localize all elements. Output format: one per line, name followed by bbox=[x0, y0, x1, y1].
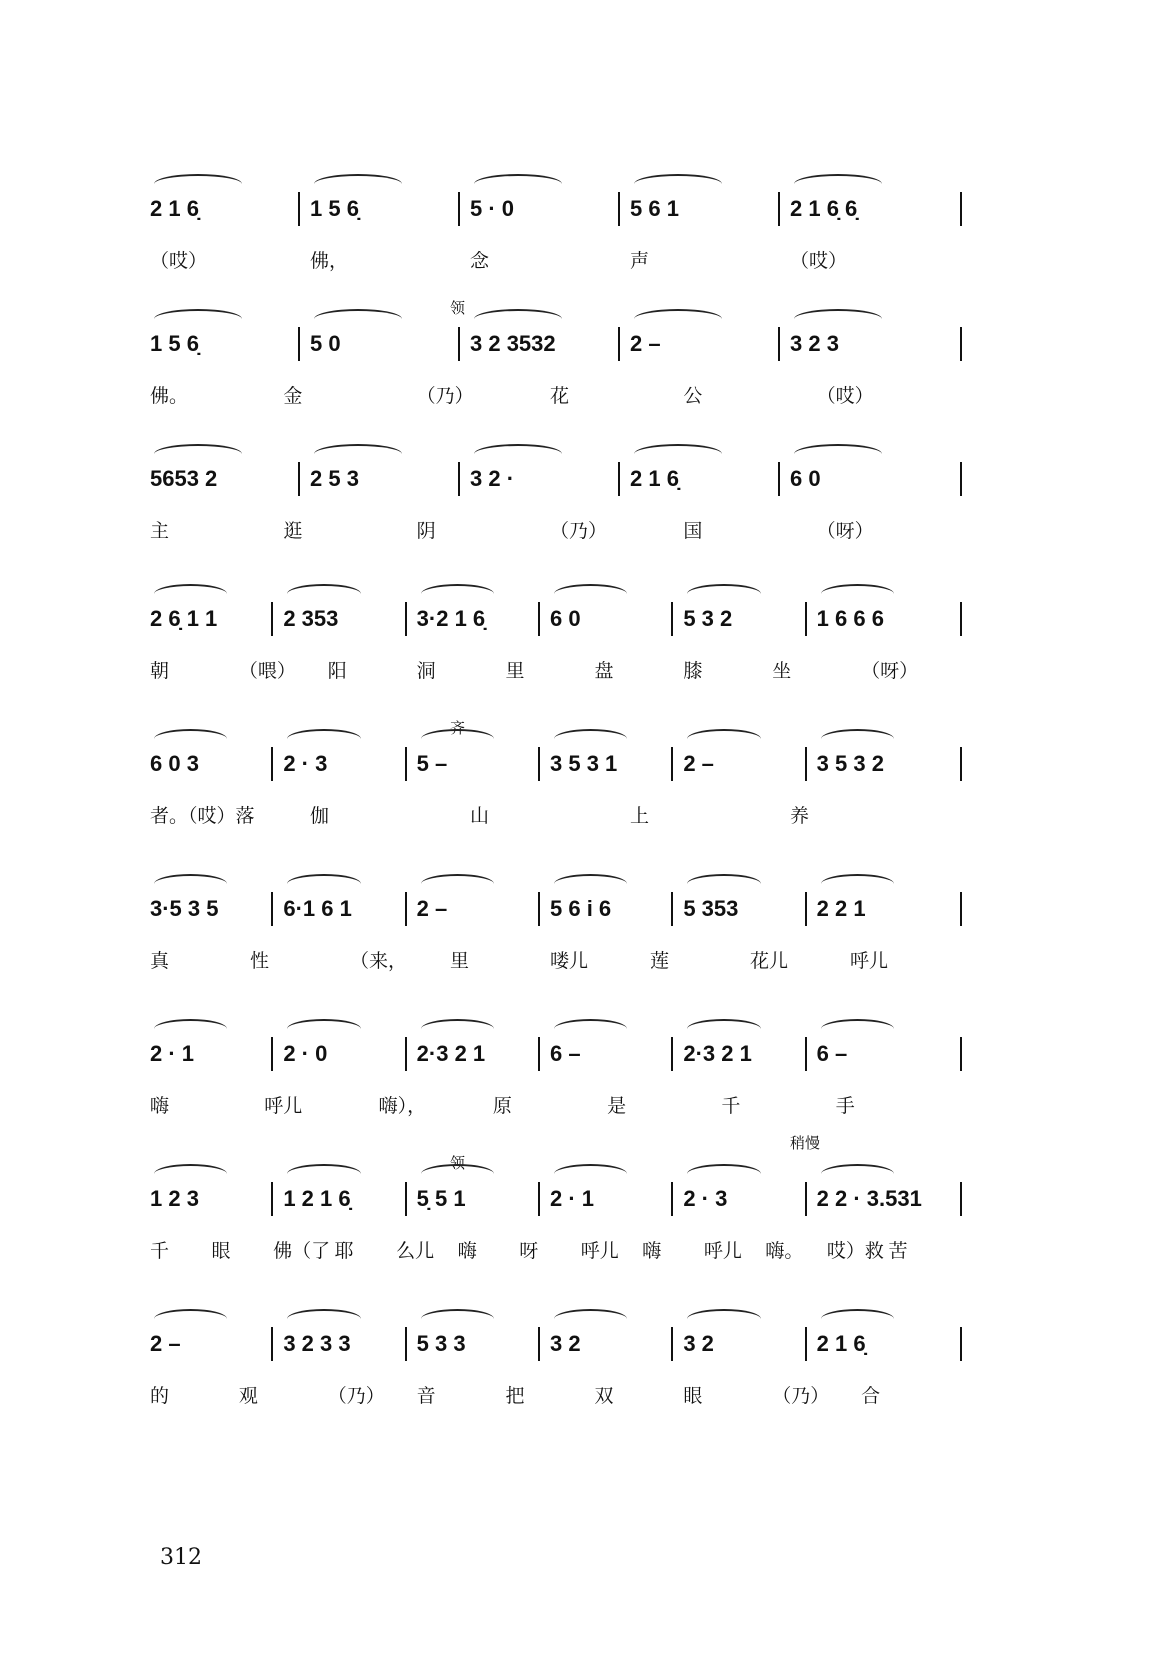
note-group: 2 · 3 bbox=[283, 751, 328, 776]
barline bbox=[805, 602, 807, 636]
note-group: 2 – bbox=[150, 1331, 181, 1356]
barline bbox=[618, 462, 620, 496]
barline bbox=[618, 327, 620, 361]
notes-line bbox=[150, 466, 1020, 506]
slur bbox=[287, 1309, 360, 1329]
lyric-syllable: 坐 bbox=[772, 660, 792, 682]
slur bbox=[421, 729, 494, 749]
barline bbox=[671, 747, 673, 781]
notes-line bbox=[150, 1331, 1020, 1371]
note-group: 6·1 6 1 bbox=[283, 896, 352, 921]
slur bbox=[687, 584, 760, 604]
lyric-syllable: 莲 bbox=[650, 950, 670, 972]
lyric-syllable: 苦 bbox=[888, 1240, 908, 1262]
slur bbox=[314, 444, 402, 464]
slur bbox=[554, 874, 627, 894]
slur bbox=[474, 309, 562, 329]
barline bbox=[405, 1327, 407, 1361]
note-group: 3·2 1 6̣ bbox=[416, 606, 486, 631]
lyric-syllable: 么儿 bbox=[396, 1240, 435, 1262]
lyric-syllable: 里 bbox=[450, 950, 470, 972]
lyric-syllable: 呼儿 bbox=[703, 1240, 742, 1262]
barline bbox=[271, 1327, 273, 1361]
slur bbox=[554, 1164, 627, 1184]
barline bbox=[960, 1182, 962, 1216]
barline bbox=[671, 1327, 673, 1361]
barline bbox=[618, 192, 620, 226]
lyric-syllable: 喽儿 bbox=[550, 950, 589, 972]
barline bbox=[298, 462, 300, 496]
lyric-syllable: 山 bbox=[470, 805, 490, 827]
slur bbox=[687, 1309, 760, 1329]
slur bbox=[634, 309, 722, 329]
barline bbox=[960, 462, 962, 496]
slur bbox=[287, 874, 360, 894]
notation-system bbox=[150, 299, 1020, 415]
lyrics-line bbox=[150, 1091, 1020, 1121]
slur bbox=[287, 1019, 360, 1039]
note-group: 5 3 2 bbox=[683, 606, 733, 631]
lyric-syllable: 呼儿 bbox=[580, 1240, 619, 1262]
slur bbox=[634, 174, 722, 194]
note-group: 3 2 bbox=[683, 1331, 714, 1356]
note-group: 3 2 3 3 bbox=[283, 1331, 351, 1356]
notation-system bbox=[150, 440, 1020, 550]
lyric-syllable: 嗨 bbox=[457, 1240, 477, 1262]
slur bbox=[794, 174, 882, 194]
barline bbox=[405, 602, 407, 636]
barline bbox=[538, 892, 540, 926]
note-group: 2·3 2 1 bbox=[683, 1041, 752, 1066]
lyric-syllable: （哎） bbox=[790, 250, 848, 272]
note-group: 2 1 6̣ bbox=[150, 196, 199, 221]
barline bbox=[271, 602, 273, 636]
lyric-syllable: 佛。 bbox=[150, 385, 189, 407]
slur bbox=[821, 729, 894, 749]
notes-line bbox=[150, 196, 1020, 236]
performance-mark: 稍慢 bbox=[790, 1134, 821, 1152]
lyric-syllable: 眼 bbox=[211, 1240, 231, 1262]
slur bbox=[154, 444, 242, 464]
slur bbox=[687, 874, 760, 894]
slur bbox=[821, 1019, 894, 1039]
barline bbox=[538, 602, 540, 636]
lyric-syllable: 里 bbox=[505, 660, 525, 682]
note-group: 5 6 i 6 bbox=[550, 896, 612, 921]
barline bbox=[405, 1182, 407, 1216]
barline bbox=[538, 1182, 540, 1216]
barline bbox=[458, 462, 460, 496]
note-group: 2 1 6̣ 6̣ bbox=[790, 196, 858, 221]
lyric-syllable: （乃） bbox=[416, 385, 474, 407]
slur bbox=[687, 1164, 760, 1184]
note-group: 3·5 3 5 bbox=[150, 896, 219, 921]
note-group: 2 · 0 bbox=[283, 1041, 328, 1066]
lyrics-line bbox=[150, 516, 1020, 546]
lyric-syllable: 花 bbox=[550, 385, 570, 407]
barline bbox=[778, 192, 780, 226]
lyrics-line bbox=[150, 656, 1020, 686]
lyric-syllable: 嗨。 bbox=[765, 1240, 804, 1262]
lyric-syllable: 原 bbox=[492, 1095, 512, 1117]
note-group: 5 0 bbox=[310, 331, 341, 356]
barline bbox=[960, 1327, 962, 1361]
lyric-syllable: 上 bbox=[630, 805, 650, 827]
note-group: 3 2 bbox=[550, 1331, 581, 1356]
lyric-syllable: 哎）救 bbox=[826, 1240, 884, 1262]
note-group: 5 · 0 bbox=[470, 196, 515, 221]
lyric-syllable: （哎） bbox=[816, 385, 874, 407]
barline bbox=[960, 892, 962, 926]
note-group: 2 – bbox=[683, 751, 714, 776]
lyric-syllable: （呀） bbox=[861, 660, 919, 682]
slur bbox=[821, 1309, 894, 1329]
lyric-syllable: 阴 bbox=[416, 520, 436, 542]
slur bbox=[794, 444, 882, 464]
barline bbox=[538, 1327, 540, 1361]
lyrics-line bbox=[150, 946, 1020, 976]
slur bbox=[687, 729, 760, 749]
slur bbox=[154, 729, 227, 749]
slur bbox=[314, 309, 402, 329]
lyric-syllable: 合 bbox=[861, 1385, 881, 1407]
barline bbox=[271, 1037, 273, 1071]
slur bbox=[154, 174, 242, 194]
performance-mark: 领 bbox=[450, 1154, 466, 1172]
barline bbox=[960, 327, 962, 361]
notation-system bbox=[150, 1015, 1020, 1125]
lyric-syllable: 把 bbox=[505, 1385, 525, 1407]
note-group: 6 0 3 bbox=[150, 751, 199, 776]
lyric-syllable: 性 bbox=[250, 950, 270, 972]
performance-mark: 领 bbox=[450, 299, 466, 317]
note-group: 1 5 6̣ bbox=[310, 196, 359, 221]
lyric-syllable: 嗨 bbox=[150, 1095, 170, 1117]
barline bbox=[671, 602, 673, 636]
note-group: 5 353 bbox=[683, 896, 739, 921]
barline bbox=[271, 892, 273, 926]
lyric-syllable: （乃） bbox=[550, 520, 608, 542]
note-group: 1 5 6̣ bbox=[150, 331, 199, 356]
note-group: 6 – bbox=[550, 1041, 581, 1066]
slur bbox=[821, 874, 894, 894]
slur bbox=[314, 174, 402, 194]
note-group: 1 2 1 6̣ bbox=[283, 1186, 351, 1211]
lyric-syllable: 是 bbox=[607, 1095, 627, 1117]
barline bbox=[778, 462, 780, 496]
barline bbox=[805, 1037, 807, 1071]
slur bbox=[287, 729, 360, 749]
note-group: 3 5 3 1 bbox=[550, 751, 618, 776]
lyric-syllable: 的 bbox=[150, 1385, 170, 1407]
lyric-syllable: 观 bbox=[238, 1385, 258, 1407]
note-group: 1 6 6 6 bbox=[816, 606, 884, 631]
barline bbox=[671, 1182, 673, 1216]
barline bbox=[671, 892, 673, 926]
lyric-syllable: 念 bbox=[470, 250, 490, 272]
slur bbox=[474, 444, 562, 464]
lyrics-line bbox=[150, 381, 1020, 411]
note-group: 3 2 · bbox=[470, 466, 515, 491]
lyric-syllable: （呀） bbox=[816, 520, 874, 542]
slur bbox=[554, 584, 627, 604]
note-group: 6 – bbox=[816, 1041, 848, 1066]
lyric-syllable: 佛， bbox=[310, 250, 349, 272]
barline bbox=[458, 192, 460, 226]
note-group: 2 2 1 bbox=[816, 896, 866, 921]
barline bbox=[960, 1037, 962, 1071]
barline bbox=[671, 1037, 673, 1071]
lyric-syllable: 盘 bbox=[594, 660, 614, 682]
page-number: 312 bbox=[160, 1545, 202, 1570]
slur bbox=[421, 1309, 494, 1329]
notation-system bbox=[150, 870, 1020, 980]
slur bbox=[154, 1309, 227, 1329]
slur bbox=[287, 584, 360, 604]
barline bbox=[405, 1037, 407, 1071]
lyric-syllable: 千 bbox=[721, 1095, 741, 1117]
lyric-syllable: 伽 bbox=[310, 805, 330, 827]
lyric-syllable: 双 bbox=[594, 1385, 614, 1407]
note-group: 2 2 · 3.531 bbox=[816, 1186, 922, 1211]
note-group: 2 – bbox=[630, 331, 661, 356]
barline bbox=[805, 1327, 807, 1361]
lyric-syllable: （乃） bbox=[772, 1385, 830, 1407]
barline bbox=[405, 747, 407, 781]
note-group: 3 2 3 bbox=[790, 331, 839, 356]
barline bbox=[805, 1182, 807, 1216]
lyric-syllable: 金 bbox=[283, 385, 303, 407]
lyric-syllable: 真 bbox=[150, 950, 170, 972]
barline bbox=[538, 747, 540, 781]
note-group: 2 353 bbox=[283, 606, 339, 631]
note-group: 2 5 3 bbox=[310, 466, 359, 491]
note-group: 2·3 2 1 bbox=[416, 1041, 486, 1066]
slur bbox=[287, 1164, 360, 1184]
notation-system bbox=[150, 1305, 1020, 1415]
slur bbox=[154, 309, 242, 329]
lyric-syllable: 呀 bbox=[519, 1240, 539, 1262]
slur bbox=[554, 1019, 627, 1039]
note-group: 2 6̣ 1 1 bbox=[150, 606, 218, 631]
slur bbox=[154, 1019, 227, 1039]
lyric-syllable: （喂） bbox=[238, 660, 296, 682]
barline bbox=[298, 192, 300, 226]
lyric-syllable: 音 bbox=[416, 1385, 436, 1407]
barline bbox=[805, 892, 807, 926]
slur bbox=[154, 874, 227, 894]
barline bbox=[405, 892, 407, 926]
barline bbox=[960, 192, 962, 226]
note-group: 5653 2 bbox=[150, 466, 218, 491]
barline bbox=[298, 327, 300, 361]
note-group: 2 · 1 bbox=[150, 1041, 195, 1066]
lyric-syllable: 手 bbox=[835, 1095, 855, 1117]
lyric-syllable: 耶 bbox=[334, 1240, 354, 1262]
notes-line bbox=[150, 896, 1020, 936]
slur bbox=[421, 874, 494, 894]
performance-mark: 齐 bbox=[450, 719, 466, 737]
lyric-syllable: 千 bbox=[150, 1240, 170, 1262]
lyric-syllable: 公 bbox=[683, 385, 703, 407]
lyric-syllable: 朝 bbox=[150, 660, 170, 682]
barline bbox=[271, 1182, 273, 1216]
barline bbox=[778, 327, 780, 361]
slur bbox=[794, 309, 882, 329]
barline bbox=[271, 747, 273, 781]
slur bbox=[554, 1309, 627, 1329]
note-group: 3 2 3532 bbox=[470, 331, 556, 356]
notes-line bbox=[150, 1041, 1020, 1081]
lyric-syllable: 养 bbox=[790, 805, 810, 827]
lyrics-line bbox=[150, 801, 1020, 831]
barline bbox=[805, 747, 807, 781]
note-group: 5 6 1 bbox=[630, 196, 679, 221]
lyric-syllable: 逛 bbox=[283, 520, 303, 542]
lyric-syllable: 阳 bbox=[327, 660, 347, 682]
lyric-syllable: 国 bbox=[683, 520, 703, 542]
lyric-syllable: 呼儿 bbox=[850, 950, 889, 972]
lyric-syllable: （哎） bbox=[150, 250, 208, 272]
note-group: 5 3 3 bbox=[416, 1331, 466, 1356]
slur bbox=[821, 584, 894, 604]
slur bbox=[687, 1019, 760, 1039]
lyrics-line bbox=[150, 1236, 1020, 1266]
note-group: 5̣ 5 1 bbox=[416, 1186, 466, 1211]
lyric-syllable: 嗨）， bbox=[378, 1095, 427, 1117]
barline bbox=[960, 602, 962, 636]
note-group: 2 1 6̣ bbox=[816, 1331, 866, 1356]
lyric-syllable: （来， bbox=[350, 950, 408, 972]
slur bbox=[154, 1164, 227, 1184]
note-group: 2 1 6̣ bbox=[630, 466, 679, 491]
slur bbox=[821, 1164, 894, 1184]
lyrics-line bbox=[150, 1381, 1020, 1411]
slur bbox=[421, 1164, 494, 1184]
note-group: 6 0 bbox=[790, 466, 821, 491]
note-group: 1 2 3 bbox=[150, 1186, 199, 1211]
barline bbox=[538, 1037, 540, 1071]
notes-line bbox=[150, 751, 1020, 791]
lyric-syllable: 洞 bbox=[416, 660, 436, 682]
note-group: 2 · 3 bbox=[683, 1186, 728, 1211]
slur bbox=[154, 584, 227, 604]
note-group: 2 – bbox=[416, 896, 448, 921]
notation-system bbox=[150, 1134, 1020, 1270]
lyric-syllable: 呼儿 bbox=[264, 1095, 303, 1117]
lyric-syllable: 者。（哎）落 bbox=[150, 805, 255, 827]
lyric-syllable: 嗨 bbox=[642, 1240, 662, 1262]
notation-system bbox=[150, 170, 1020, 280]
lyric-syllable: 膝 bbox=[683, 660, 703, 682]
lyric-syllable: 佛（了 bbox=[273, 1240, 331, 1262]
lyric-syllable: 声 bbox=[630, 250, 650, 272]
notes-line bbox=[150, 606, 1020, 646]
barline bbox=[458, 327, 460, 361]
barline bbox=[960, 747, 962, 781]
slur bbox=[554, 729, 627, 749]
notes-line bbox=[150, 1186, 1020, 1226]
notation-system bbox=[150, 580, 1020, 690]
note-group: 3 5 3 2 bbox=[816, 751, 884, 776]
slur bbox=[421, 584, 494, 604]
lyric-syllable: 主 bbox=[150, 520, 170, 542]
slur bbox=[421, 1019, 494, 1039]
lyric-syllable: 眼 bbox=[683, 1385, 703, 1407]
notation-system bbox=[150, 719, 1020, 835]
note-group: 6 0 bbox=[550, 606, 581, 631]
lyrics-line bbox=[150, 246, 1020, 276]
lyric-syllable: （乃） bbox=[327, 1385, 385, 1407]
notes-line bbox=[150, 331, 1020, 371]
slur bbox=[474, 174, 562, 194]
note-group: 2 · 1 bbox=[550, 1186, 595, 1211]
lyric-syllable: 花儿 bbox=[750, 950, 789, 972]
note-group: 5 – bbox=[416, 751, 448, 776]
slur bbox=[634, 444, 722, 464]
